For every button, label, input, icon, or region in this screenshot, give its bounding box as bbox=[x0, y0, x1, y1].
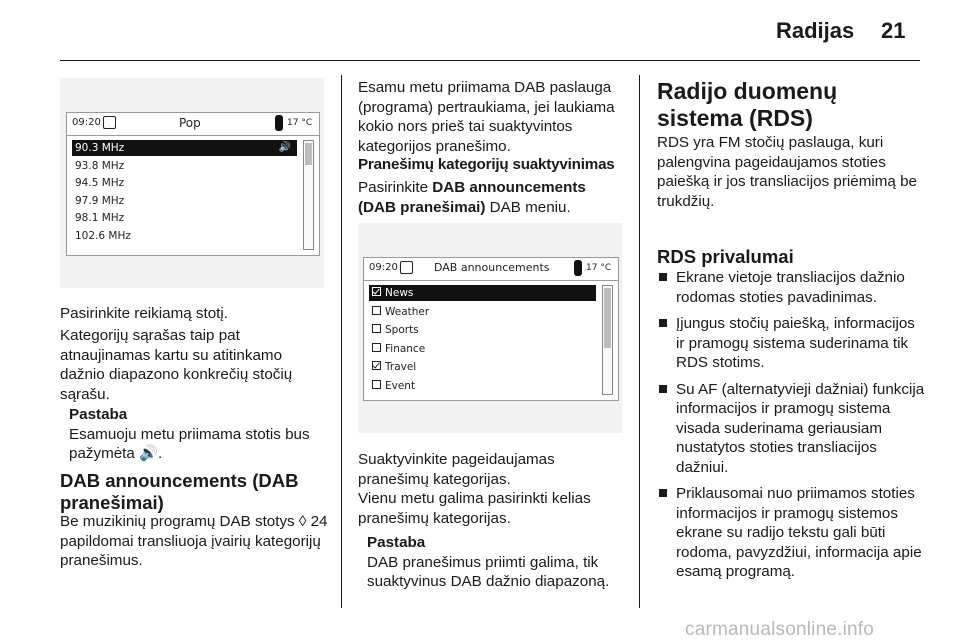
category-label: Weather bbox=[385, 305, 430, 318]
station-row[interactable] bbox=[72, 175, 297, 191]
section-heading-rds: Radijo duomenų sistema (RDS) bbox=[657, 78, 838, 131]
bullet-square-icon bbox=[659, 385, 667, 393]
checkbox-checked-icon[interactable] bbox=[372, 361, 381, 370]
speaker-icon: 🔊 bbox=[278, 142, 291, 153]
bullet-text: Įjungus stočių paiešką, informacijos ir pramogų sistema suderinama tik RDS stotims. bbox=[676, 315, 915, 371]
paragraph-dab-intro: Be muzikinių programų DAB stotys ◊ 24 papildomai transliuoja įvairių kategorijų pranešimus. bbox=[60, 513, 328, 569]
dab-screenshot bbox=[358, 223, 622, 433]
checkbox-checked-icon[interactable] bbox=[372, 287, 381, 296]
bullet-square-icon bbox=[659, 273, 667, 281]
subheading-rds-advantages: RDS privalumai bbox=[657, 246, 794, 267]
category-label: Finance bbox=[385, 342, 426, 355]
paragraph-select-menu bbox=[358, 178, 613, 217]
bullet-text: Su AF (alternatyvieji dažniai) funkcija informacijos ir pramogų sistema visada suderinama geriausiam nustatytos stoties transliacijos dažniui. bbox=[676, 380, 925, 476]
section-heading-dab-announcements: DAB announcements (DAB pranešimai) bbox=[60, 470, 299, 513]
station-row[interactable] bbox=[72, 193, 297, 209]
station-row[interactable] bbox=[72, 210, 297, 226]
station-row[interactable] bbox=[72, 228, 297, 244]
scrollbar bbox=[303, 140, 314, 250]
watermark: carmanualsonline.info bbox=[685, 619, 875, 640]
station-frequency: 94.5 MHz bbox=[75, 177, 125, 189]
category-label: Event bbox=[385, 379, 416, 392]
bullet-square-icon bbox=[659, 319, 667, 327]
note-heading: Pastaba bbox=[69, 406, 128, 423]
header-rule bbox=[60, 60, 920, 61]
paragraph-select-station: Pasirinkite reikiamą stotį. bbox=[60, 305, 228, 322]
category-label: Sports bbox=[385, 324, 419, 336]
paragraph-multiple-categories: Vienu metu galima pasirinkti kelias pranešimų kategorijas. bbox=[358, 490, 591, 527]
announcement-category-row[interactable] bbox=[369, 322, 596, 338]
announcement-category-row[interactable] bbox=[369, 341, 596, 357]
list-item bbox=[657, 380, 927, 478]
display-temperature: 17 °C bbox=[287, 118, 313, 128]
paragraph-rds-intro: RDS yra FM stočių paslauga, kuri palengvina pageidaujamos stoties paiešką ir jos transliacijos priėmimą be trukdžių. bbox=[657, 134, 917, 210]
bullet-text: Ekrane vietoje transliacijos dažnio rodomas stoties pavadinimas. bbox=[676, 269, 905, 306]
column-divider-2 bbox=[639, 75, 640, 608]
announcement-category-row[interactable] bbox=[369, 304, 596, 320]
checkbox-unchecked-icon[interactable] bbox=[372, 306, 381, 315]
dab-display-title: DAB announcements bbox=[434, 261, 550, 274]
checkbox-unchecked-icon[interactable] bbox=[372, 324, 381, 333]
checkbox-unchecked-icon[interactable] bbox=[372, 343, 381, 352]
note-block-1 bbox=[69, 405, 337, 464]
announcement-category-row[interactable] bbox=[369, 378, 596, 394]
select-menu-prefix: Pasirinkite bbox=[358, 179, 433, 196]
list-item bbox=[657, 484, 927, 582]
checkbox-unchecked-icon[interactable] bbox=[372, 380, 381, 389]
category-label: Travel bbox=[385, 361, 417, 373]
column-divider-1 bbox=[341, 75, 342, 608]
subheading-activate-categories: Pranešimų kategorijų suaktyvinimas bbox=[358, 156, 615, 173]
radio-screenshot bbox=[60, 78, 324, 288]
station-frequency: 93.8 MHz bbox=[75, 159, 125, 172]
announcement-category-row[interactable] bbox=[369, 359, 596, 375]
note-text: DAB pranešimus priimti galima, tik suaktyvinus DAB dažnio diapazoną. bbox=[367, 553, 610, 590]
page-number: 21 bbox=[881, 18, 906, 43]
paragraph-category-list: Kategorijų sąrašas taip pat atnaujinamas kartu su atitinkamo dažnio diapazono konkrečių stočių sąrašu. bbox=[60, 327, 293, 403]
bullet-square-icon bbox=[659, 489, 667, 497]
note-heading: Pastaba bbox=[367, 534, 426, 551]
dab-display bbox=[363, 257, 619, 401]
thermometer-icon bbox=[275, 115, 283, 131]
paragraph-activate-desired: Suaktyvinkite pageidaujamas pranešimų kategorijas. bbox=[358, 451, 555, 488]
select-menu-suffix: DAB meniu. bbox=[485, 198, 571, 216]
page-header-title: Radijas bbox=[776, 18, 855, 43]
station-frequency: 97.9 MHz bbox=[75, 194, 125, 207]
dab-display-temperature: 17 °C bbox=[586, 263, 612, 273]
station-frequency: 98.1 MHz bbox=[75, 212, 125, 224]
bullet-text: Priklausomai nuo priimamos stoties informacijos ir pramogų sistemos ekrane su radijo tekstu gali būti rodoma, pavyzdžiui, informacija apie esamą programą. bbox=[676, 485, 922, 580]
select-menu-bold: DAB announcements (DAB pranešimai) bbox=[358, 179, 586, 216]
station-frequency: 90.3 MHz bbox=[75, 142, 125, 154]
category-label: News bbox=[385, 287, 414, 299]
display-time: 09:20 bbox=[72, 117, 101, 128]
dab-scrollbar bbox=[602, 285, 613, 395]
station-row[interactable] bbox=[72, 140, 297, 156]
station-row[interactable] bbox=[72, 158, 297, 174]
dab-display-status-bar bbox=[364, 258, 618, 281]
note-text: Esamuoju metu priimama stotis bus pažymėta 🔊. bbox=[69, 425, 310, 462]
paragraph-dab-interrupt: Esamu metu priimama DAB paslauga (programa) pertraukiama, jei laukiama kokio nors prieš tai suaktyvintos kategorijos pranešimo. bbox=[358, 79, 615, 155]
radio-display bbox=[66, 112, 320, 256]
scrollbar-thumb bbox=[305, 143, 312, 165]
display-title: Pop bbox=[179, 116, 201, 130]
display-status-bar bbox=[67, 113, 319, 136]
clock-icon bbox=[400, 261, 413, 274]
rds-advantages-list bbox=[657, 268, 927, 589]
list-item bbox=[657, 268, 927, 307]
station-frequency: 102.6 MHz bbox=[75, 229, 131, 242]
dab-display-time: 09:20 bbox=[369, 262, 398, 273]
announcement-category-row[interactable] bbox=[369, 285, 596, 301]
list-item bbox=[657, 314, 927, 373]
clock-icon bbox=[103, 116, 116, 129]
note-block-2 bbox=[367, 533, 635, 592]
thermometer-icon bbox=[574, 260, 582, 276]
dab-scrollbar-thumb bbox=[604, 288, 611, 348]
